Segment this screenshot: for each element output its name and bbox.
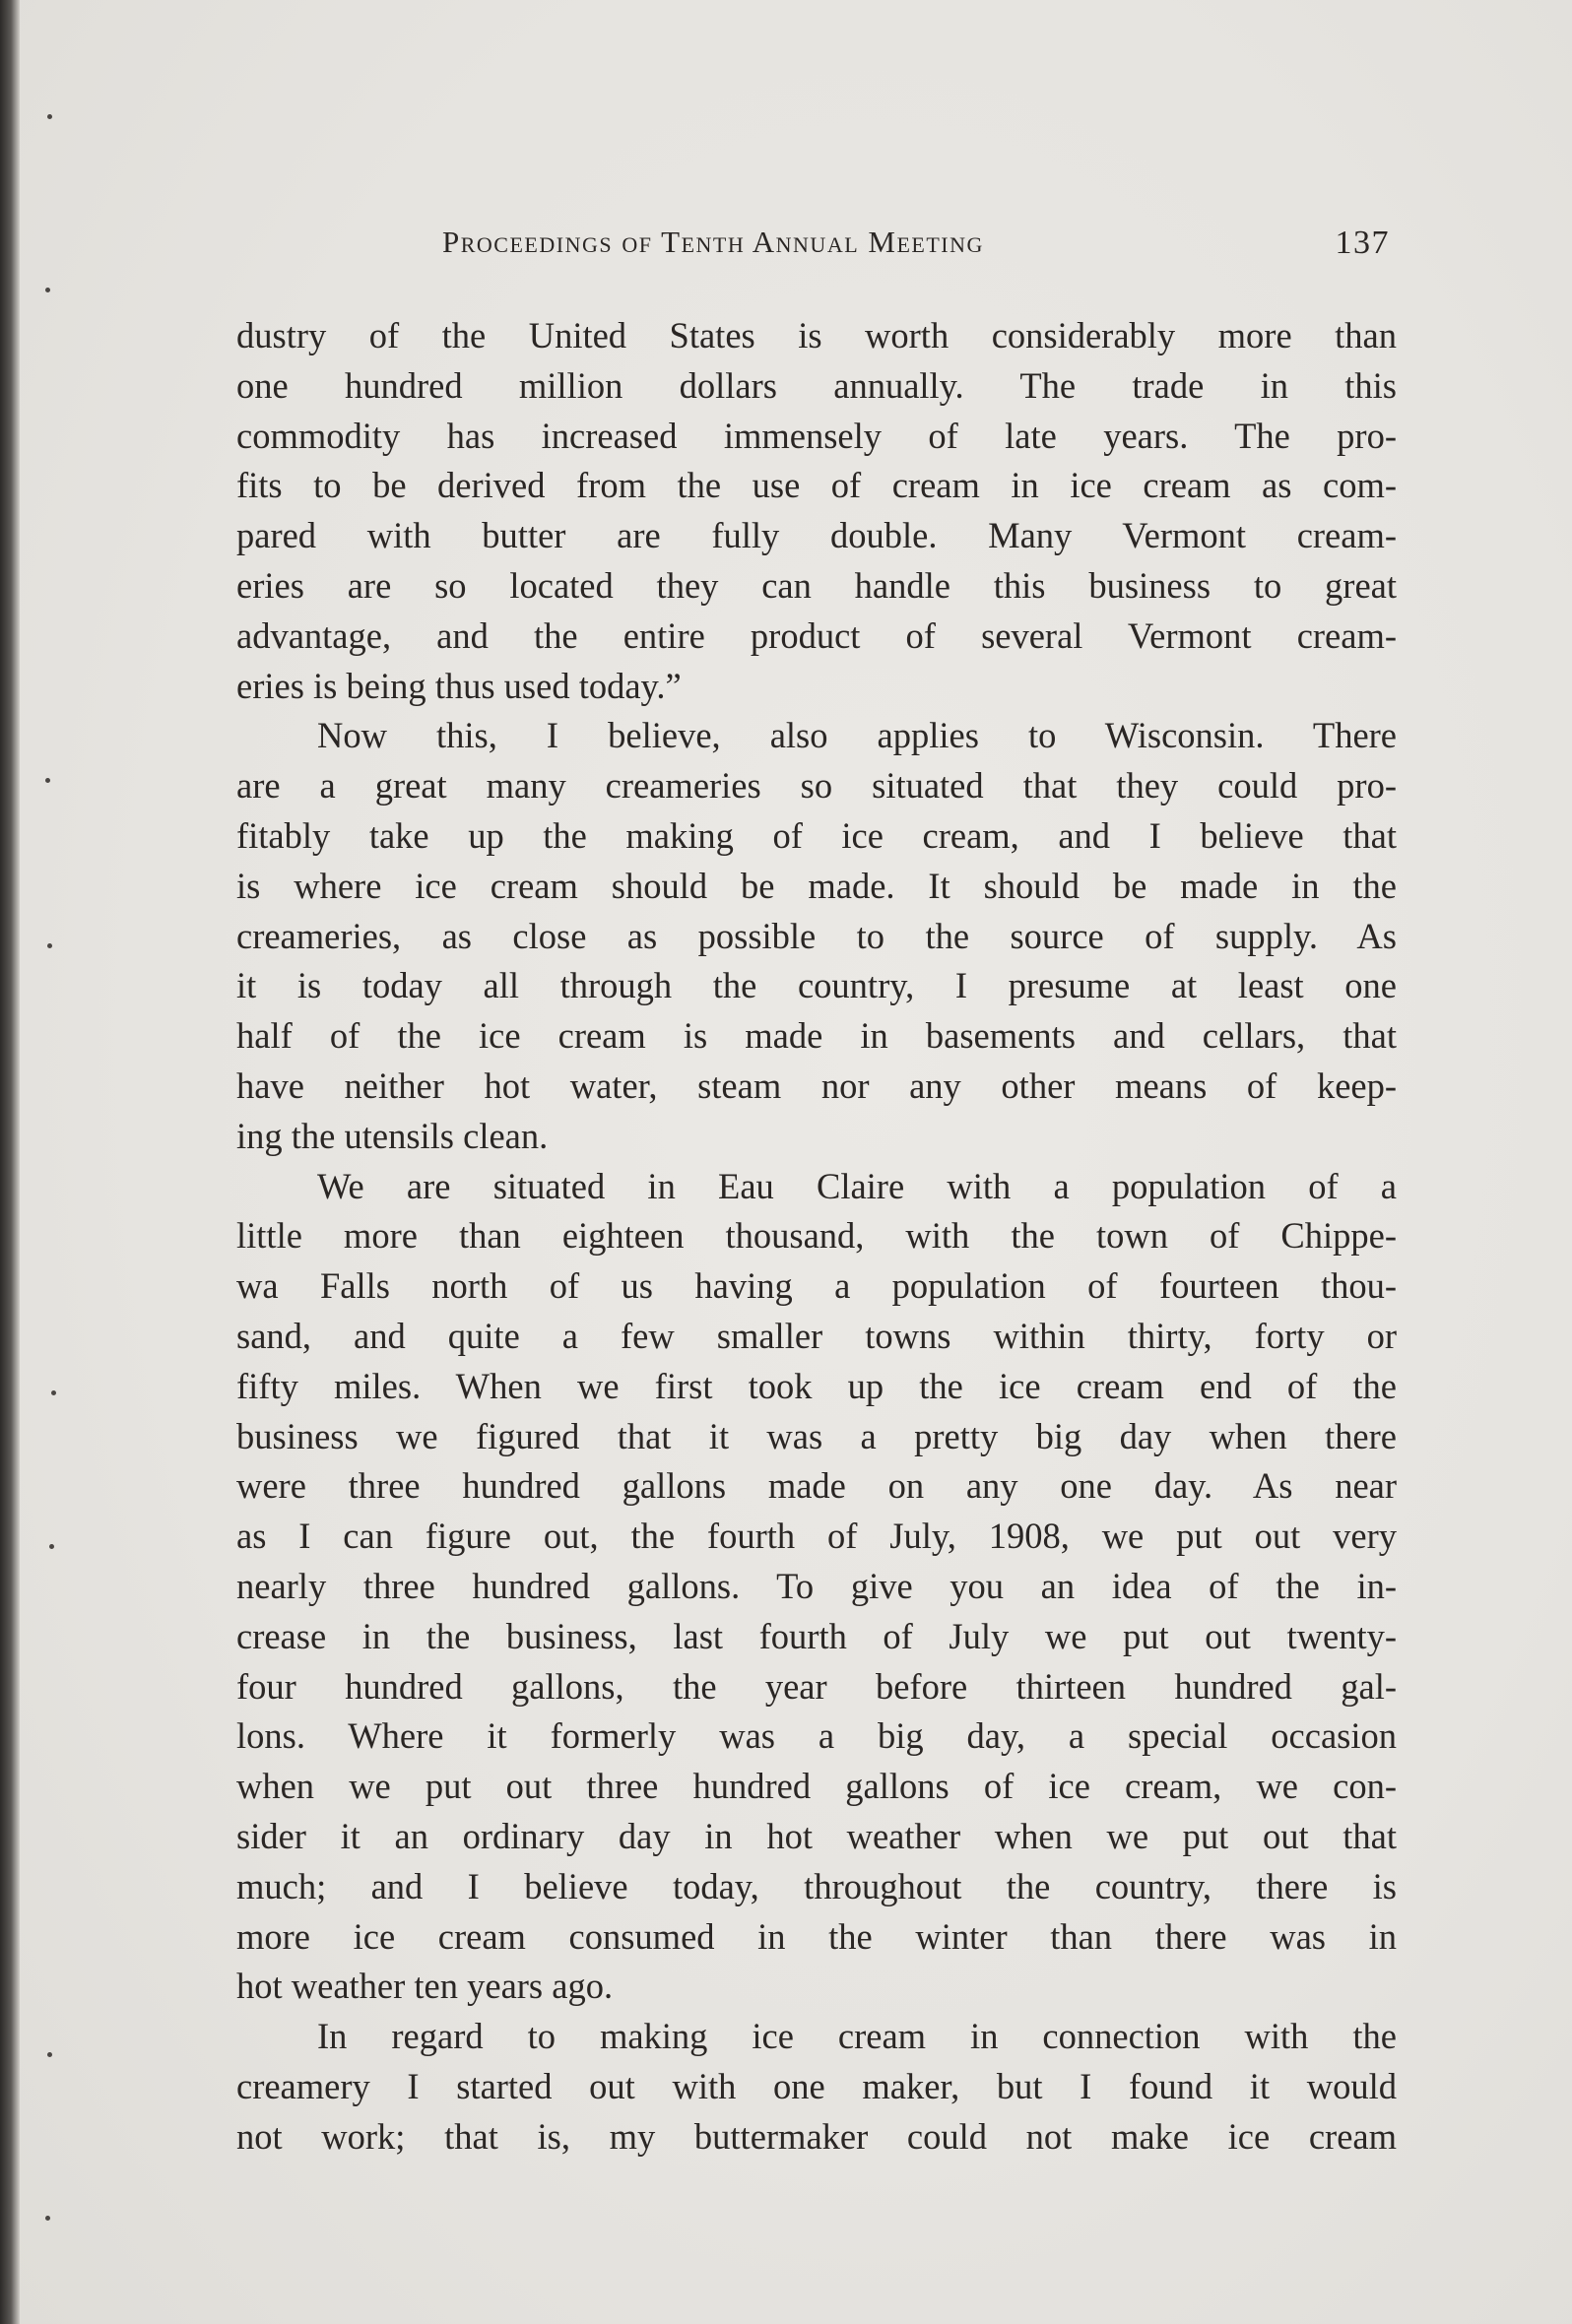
text-line: much; and I believe today, throughout the country, there is (236, 1865, 1397, 1906)
text-line: creameries, as close as possible to the source of supply. As (236, 915, 1397, 956)
text-line: dustry of the United States is worth considerably more than (236, 315, 1397, 355)
text-line: when we put out three hundred gallons of ice cream, we con- (236, 1766, 1397, 1807)
text-line: more ice cream consumed in the winter than there was in (236, 1915, 1397, 1957)
margin-speck (51, 1390, 56, 1395)
text-line: crease in the business, last fourth of July we put out twenty- (236, 1615, 1397, 1656)
text-line: half of the ice cream is made in basements and cellars, that (236, 1015, 1397, 1057)
binding-edge (0, 0, 20, 2324)
text-line: were three hundred gallons made on any one day. As near (236, 1465, 1397, 1507)
margin-speck (47, 114, 52, 119)
text-line: Now this, I believe, also applies to Wisconsin. There (317, 715, 1397, 756)
text-line: sider it an ordinary day in hot weather when we put out that (236, 1815, 1397, 1856)
text-line: not work; that is, my buttermaker could not make ice cream (236, 2115, 1397, 2157)
text-line: little more than eighteen thousand, with the town of Chippe- (236, 1215, 1397, 1257)
text-line: creamery I started out with one maker, but I found it would (236, 2065, 1397, 2106)
margin-speck (45, 2216, 50, 2221)
page-number: 137 (1335, 225, 1390, 261)
running-head (442, 225, 1390, 274)
margin-speck (45, 288, 50, 292)
text-line: pared with butter are fully double. Many Vermont cream- (236, 515, 1397, 556)
text-line: advantage, and the entire product of several Vermont cream- (236, 614, 1397, 656)
text-line: one hundred million dollars annually. The trade in this (236, 364, 1397, 406)
margin-speck (47, 2052, 52, 2057)
text-line: nearly three hundred gallons. To give you an idea of the in- (236, 1565, 1397, 1606)
margin-speck (49, 1544, 54, 1549)
running-head-title: Proceedings of Tenth Annual Meeting (442, 225, 984, 259)
body-text (236, 311, 1397, 2162)
text-line: eries is being thus used today.” (236, 665, 682, 706)
text-line: hot weather ten years ago. (236, 1966, 614, 2007)
text-line: is where ice cream should be made. It should be made in the (236, 865, 1397, 906)
text-line: wa Falls north of us having a population of fourteen thou- (236, 1265, 1397, 1307)
margin-speck (47, 943, 52, 948)
text-line: are a great many creameries so situated that they could pro- (236, 765, 1397, 807)
text-line: fifty miles. When we first took up the ice cream end of the (236, 1365, 1397, 1406)
text-line: We are situated in Eau Claire with a population of a (317, 1165, 1397, 1206)
text-line: commodity has increased immensely of late years. The pro- (236, 415, 1397, 456)
text-line: four hundred gallons, the year before thirteen hundred gal- (236, 1665, 1397, 1707)
text-line: fitably take up the making of ice cream, and I believe that (236, 814, 1397, 856)
text-line: In regard to making ice cream in connection with the (317, 2016, 1397, 2057)
text-line: sand, and quite a few smaller towns within thirty, forty or (236, 1315, 1397, 1356)
text-line: ing the utensils clean. (236, 1115, 549, 1156)
text-line: have neither hot water, steam nor any other means of keep- (236, 1065, 1397, 1106)
text-line: eries are so located they can handle this business to great (236, 564, 1397, 606)
text-line: lons. Where it formerly was a big day, a special occasion (236, 1715, 1397, 1757)
margin-speck (45, 778, 50, 783)
text-line: fits to be derived from the use of cream in ice cream as com- (236, 465, 1397, 506)
text-line: business we figured that it was a pretty big day when there (236, 1415, 1397, 1456)
text-line: as I can figure out, the fourth of July, 1908, we put out very (236, 1516, 1397, 1557)
text-line: it is today all through the country, I presume at least one (236, 965, 1397, 1006)
